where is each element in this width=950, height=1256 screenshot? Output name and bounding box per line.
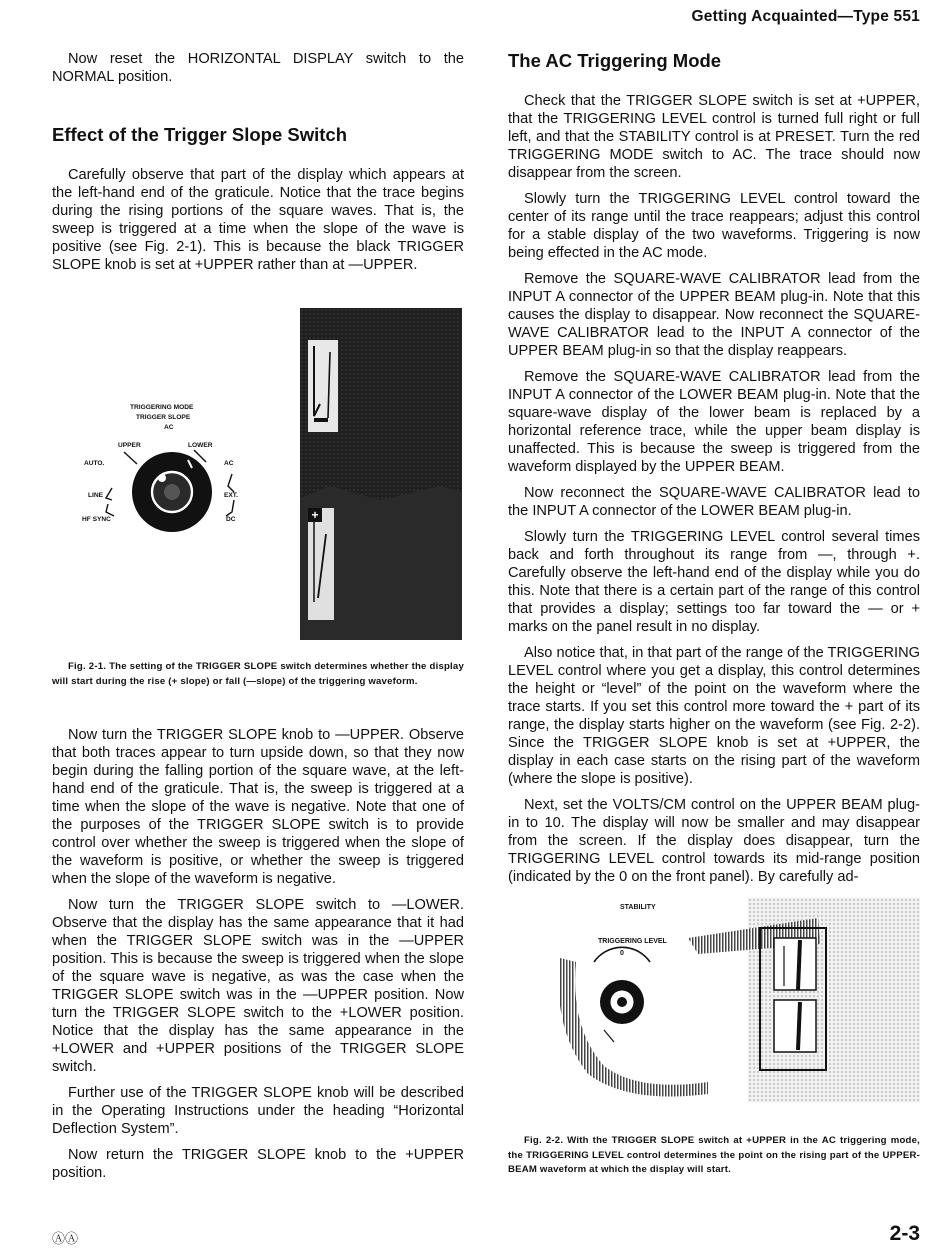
paragraph-reconnect-lower: Now reconnect the SQUARE-WAVE CALIBRATOR lead to the INPUT A connector of the LOWER BEAM plug-in.: [508, 485, 920, 519]
figure-2-1-caption: Fig. 2-1. The setting of the TRIGGER SLOPE switch determines whether the display will start during the rise (+ slope) or fall (—slope) of the triggering waveform.: [52, 661, 464, 687]
paragraph-reset: Now reset the HORIZONTAL DISPLAY switch to the NORMAL position.: [52, 51, 464, 85]
figure-2-1: [52, 300, 464, 640]
paragraph-ac-check: Check that the TRIGGER SLOPE switch is set at +UPPER, that the TRIGGERING LEVEL control is turned full right or full left, and that the STABILITY control is at PRESET. Turn the red TRIGGERING MODE switch to AC. The trace should now disappear from the screen.: [508, 93, 920, 181]
trigger-knob-illustration: [82, 400, 282, 540]
label-dc: DC: [226, 516, 236, 523]
figure-2-2-caption: Fig. 2-2. With the TRIGGER SLOPE switch at +UPPER in the AC triggering mode, the TRIGGERING LEVEL control determines the point on the rising part of the UPPER-BEAM waveform at which the display will start.: [508, 1135, 920, 1175]
paragraph-remove-upper: Remove the SQUARE-WAVE CALIBRATOR lead from the INPUT A connector of the UPPER BEAM plug-in. Note that this causes the display to disappear. Now reconnect the SQUARE-WAVE CALIBRATOR lead to the INPUT A connector of the UPPER BEAM plug-in so that the display reappears.: [508, 271, 920, 359]
figure-2-2: [548, 898, 920, 1102]
knob-dial-icon: [82, 400, 282, 540]
waveform-photo: [300, 308, 462, 640]
section-heading-trigger-slope: Effect of the Trigger Slope Switch: [52, 124, 348, 145]
label-upper: UPPER: [118, 442, 141, 449]
label-line: LINE: [88, 492, 104, 499]
label-trigger-slope: TRIGGER SLOPE: [136, 414, 191, 421]
label-zero: 0: [620, 950, 624, 957]
label-auto: AUTO.: [84, 460, 105, 467]
paragraph-minus-lower: Now turn the TRIGGER SLOPE switch to —LOWER. Observe that the display has the same appearance that it had when the TRIGGER SLOPE switch was in the —UPPER position. This is because the sweep is triggered when the slope of the square wave is negative, as was the case when the TRIGGER SLOPE switch was in the —UPPER position. Now turn the TRIGGER SLOPE switch to the +LOWER position. Notice that the display has the same appearance in the +LOWER and +UPPER positions of the TRIGGER SLOPE switch.: [52, 897, 464, 1075]
figure-2-2-caption-wrap: [508, 1134, 920, 1178]
svg-text:+: +: [311, 508, 319, 522]
label-hf-sync: HF SYNC: [82, 516, 111, 523]
label-ac-top: AC: [164, 424, 174, 431]
paragraph-return-knob: Now return the TRIGGER SLOPE knob to the +UPPER position.: [52, 1147, 464, 1181]
paragraph-further-use: Further use of the TRIGGER SLOPE knob will be described in the Operating Instructions under the heading “Horizontal Deflection System”.: [52, 1085, 464, 1137]
label-ac-right: AC: [224, 460, 234, 467]
label-ext: EXT.: [224, 492, 238, 499]
label-triggering-level: TRIGGERING LEVEL: [598, 938, 667, 945]
paragraph-level-height: Also notice that, in that part of the range of the TRIGGERING LEVEL control where you get a display, this control determines the height or “level” of the point on the waveform where the trace starts. If you set this control more toward the + part of its range, the display starts higher on the waveform (see Fig. 2-2). Since the TRIGGER SLOPE knob is set at +UPPER, the display in each case starts on the rising part of the waveform (where the slope is positive).: [508, 645, 920, 787]
right-column: [508, 50, 920, 894]
triggering-level-photo: [548, 898, 920, 1102]
footer-mark: ⒶⒶ: [52, 1231, 79, 1246]
paragraph-remove-lower: Remove the SQUARE-WAVE CALIBRATOR lead from the INPUT A connector of the LOWER BEAM plug-in. Note that the square-wave display of the lower beam is replaced by a horizontal reference trace, while the upper beam display is unaffected. This is because the sweep is triggered from the waveform displayed by the UPPER BEAM.: [508, 369, 920, 475]
running-head: Getting Acquainted—Type 551: [691, 8, 920, 25]
label-lower: LOWER: [188, 442, 213, 449]
paragraph-ac-level: Slowly turn the TRIGGERING LEVEL control toward the center of its range until the trace reappears; adjust this control for a stable display of the two waveforms. Triggering is now being effected in the AC mode.: [508, 191, 920, 261]
paragraph-volts-cm: Next, set the VOLTS/CM control on the UPPER BEAM plug-in to 10. The display will now be smaller and may disappear from the screen. If the display does disappear, turn the TRIGGERING LEVEL control towards its mid-range position (indicated by the 0 on the front panel). By carefully ad-: [508, 797, 920, 885]
section-heading-ac-triggering: The AC Triggering Mode: [508, 50, 722, 71]
paragraph-minus-upper: Now turn the TRIGGER SLOPE knob to —UPPER. Observe that both traces appear to turn upside down, so that they now begin during the falling portion of the square wave, at the left-hand end of the graticule. That is, the sweep is triggered at a time when the slope of the wave is negative. Note that one of the purposes of the TRIGGER SLOPE switch is to provide control over whether the sweep is triggered when the slope of the waveform is positive, or whether the sweep is triggered when the slope of the waveform is negative.: [52, 727, 464, 887]
label-stability: STABILITY: [620, 904, 656, 911]
paragraph-level-range: Slowly turn the TRIGGERING LEVEL control several times back and forth throughout its range from —, through +. Carefully observe the left-hand end of the display while you do this. Note that there is a certain part of the range of this control that provides a display; settings too far toward the — or + marks on the panel result in no display.: [508, 529, 920, 635]
left-column-lower: [52, 726, 464, 1190]
paragraph-trigger-slope-intro: Carefully observe that part of the display which appears at the left-hand end of the graticule. Notice that the trace begins during the rising portions of the square waves. That is, the sweep is triggered at a time when the slope of the wave is positive (see Fig. 2-1). This is because the black TRIGGER SLOPE knob is set at +UPPER rather than at —UPPER.: [52, 167, 464, 273]
label-triggering-mode: TRIGGERING MODE: [130, 404, 194, 411]
left-column: [52, 50, 464, 282]
figure-2-1-caption-wrap: [52, 660, 464, 689]
page-number: 2-3: [889, 1222, 920, 1245]
